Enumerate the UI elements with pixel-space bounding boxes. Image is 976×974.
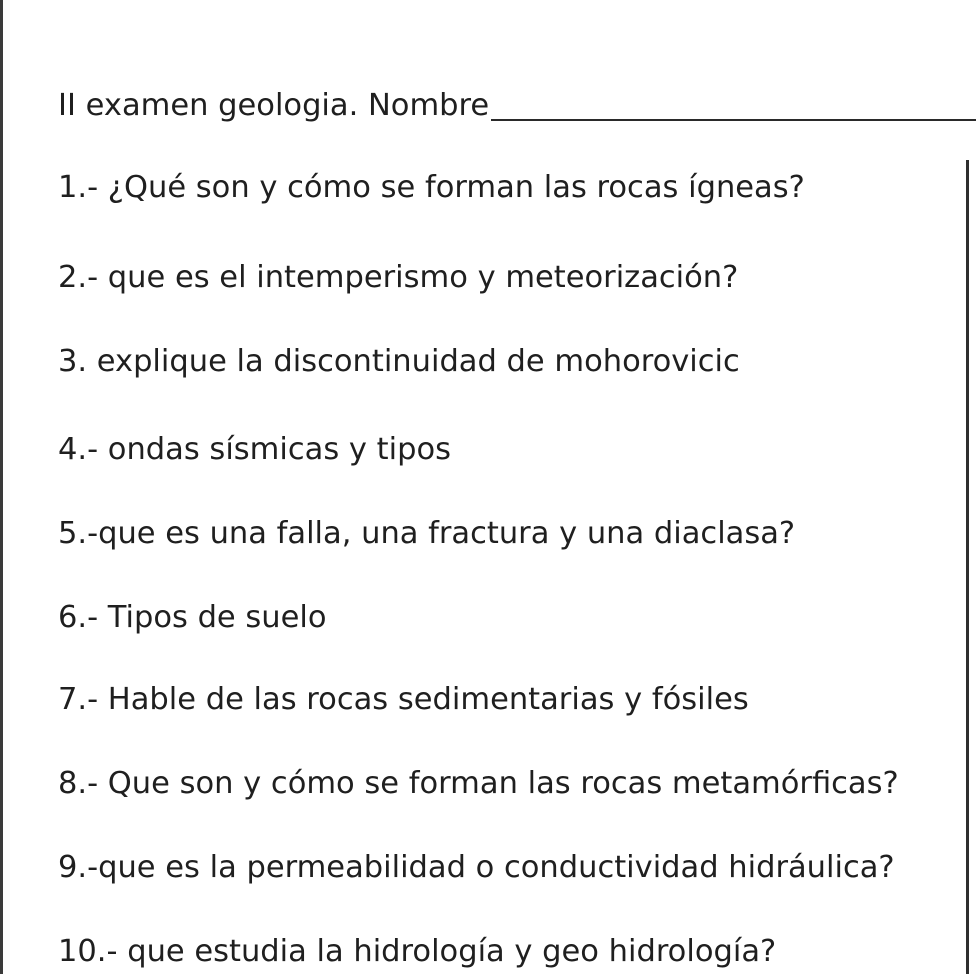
question-4: 4.- ondas sísmicas y tipos <box>58 432 452 467</box>
question-5: 5.-que es una falla, una fractura y una diaclasa? <box>58 516 796 551</box>
question-10: 10.- que estudia la hidrología y geo hidrología? <box>58 934 777 969</box>
paper-left-edge <box>0 0 3 974</box>
name-blank-line <box>491 119 976 121</box>
question-8: 8.- Que son y cómo se forman las rocas metamórficas? <box>58 766 899 801</box>
question-1: 1.- ¿Qué son y cómo se forman las rocas ígneas? <box>58 170 805 205</box>
question-3: 3. explique la discontinuidad de mohorovicic <box>58 344 740 379</box>
question-7: 7.- Hable de las rocas sedimentarias y fósiles <box>58 682 749 717</box>
question-9: 9.-que es la permeabilidad o conductividad hidráulica? <box>58 850 895 885</box>
question-2: 2.- que es el intemperismo y meteorización? <box>58 260 739 295</box>
question-6: 6.- Tipos de suelo <box>58 600 327 635</box>
exam-title: II examen geologia. Nombre <box>58 88 490 123</box>
paper-right-edge <box>966 160 969 974</box>
